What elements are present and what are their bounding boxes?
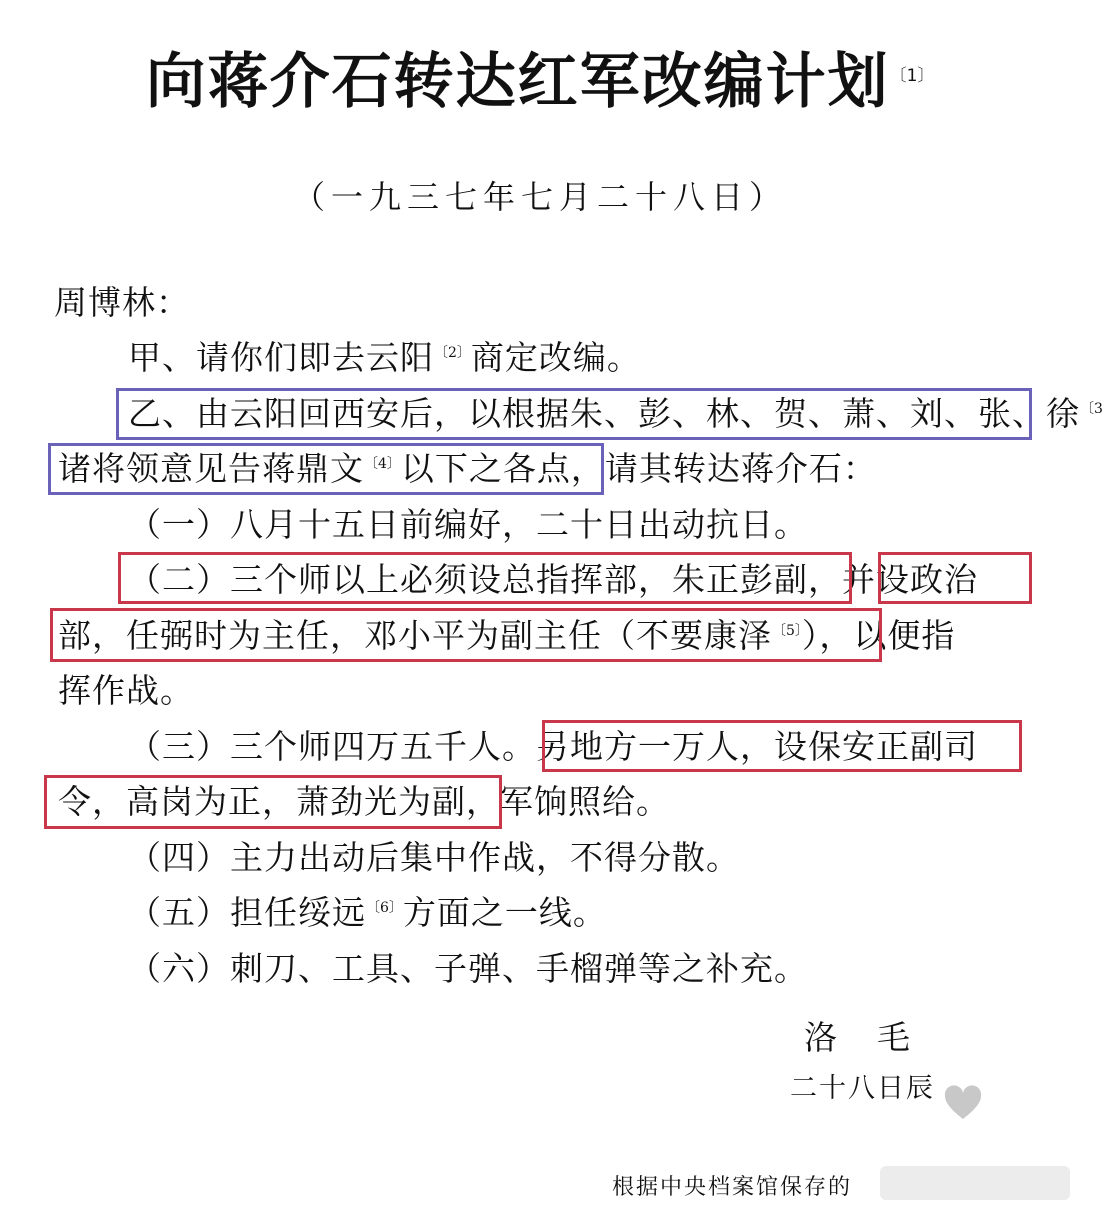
document-date: （一九三七年七月二十八日） [292, 178, 787, 216]
salutation: 周博林： [54, 283, 190, 322]
line-9: 令，高岗为正，萧劲光为副，军饷照给。 [58, 782, 670, 821]
highlight-box-red-5 [44, 775, 502, 829]
line-7: 挥作战。 [58, 671, 194, 710]
footnote-2: 〔2〕 [434, 345, 471, 361]
highlight-box-blue-2 [48, 443, 604, 495]
title-text: 向蒋介石转达红军改编计划 [145, 47, 890, 117]
line-4: （一）八月十五日前编好，二十日出动抗日。 [128, 505, 808, 544]
signature: 洛毛 [804, 1018, 950, 1057]
line-1 [128, 338, 641, 377]
footnote-5: 〔5〕 [772, 623, 802, 639]
line-3-text-a: 诸将领意见告蒋鼎文 [58, 449, 364, 488]
source-note: 根据中央档案馆保存的 [612, 1175, 853, 1200]
heart-icon[interactable] [944, 1087, 982, 1121]
line-1-text-a: 甲、请你们即去云阳 [128, 338, 434, 377]
line-11 [128, 893, 607, 932]
line-2-text: 乙、由云阳回西安后，以根据朱、彭、林、贺、萧、刘、张、徐 [128, 394, 1080, 433]
footnote-3: 〔3 [1080, 401, 1103, 417]
highlight-box-red-1 [118, 552, 852, 604]
line-5: （二）三个师以上必须设总指挥部，朱正彭副，并设政治 [128, 560, 978, 599]
document-title [0, 47, 1080, 117]
title-footnote: 〔1〕 [889, 66, 935, 86]
highlight-box-red-3 [50, 608, 882, 662]
line-11-text-b: 方面之一线。 [402, 893, 607, 932]
line-11-text-a: （五）担任绥远 [128, 893, 366, 932]
line-10: （四）主力出动后集中作战，不得分散。 [128, 838, 740, 877]
footnote-4: 〔4〕 [364, 456, 401, 472]
footnote-6: 〔6〕 [366, 900, 403, 916]
highlight-box-red-4 [542, 720, 1022, 772]
line-8: （三）三个师四万五千人。另地方一万人，设保安正副司 [128, 727, 978, 766]
line-12: （六）刺刀、工具、子弹、手榴弹等之补充。 [128, 949, 808, 988]
line-6-text-a: 部，任弼时为主任，邓小平为副主任（不要康泽 [58, 616, 772, 655]
highlight-box-red-2 [878, 552, 1032, 604]
signature-time: 二十八日辰 [790, 1073, 935, 1104]
watermark-overlay [880, 1166, 1070, 1200]
line-1-text-b: 商定改编。 [470, 338, 641, 377]
highlight-box-blue-1 [116, 388, 1032, 440]
line-3-text-b: 以下之各点，请其转达蒋介石： [400, 449, 877, 488]
line-6-text-b: ），以便指 [801, 616, 956, 655]
